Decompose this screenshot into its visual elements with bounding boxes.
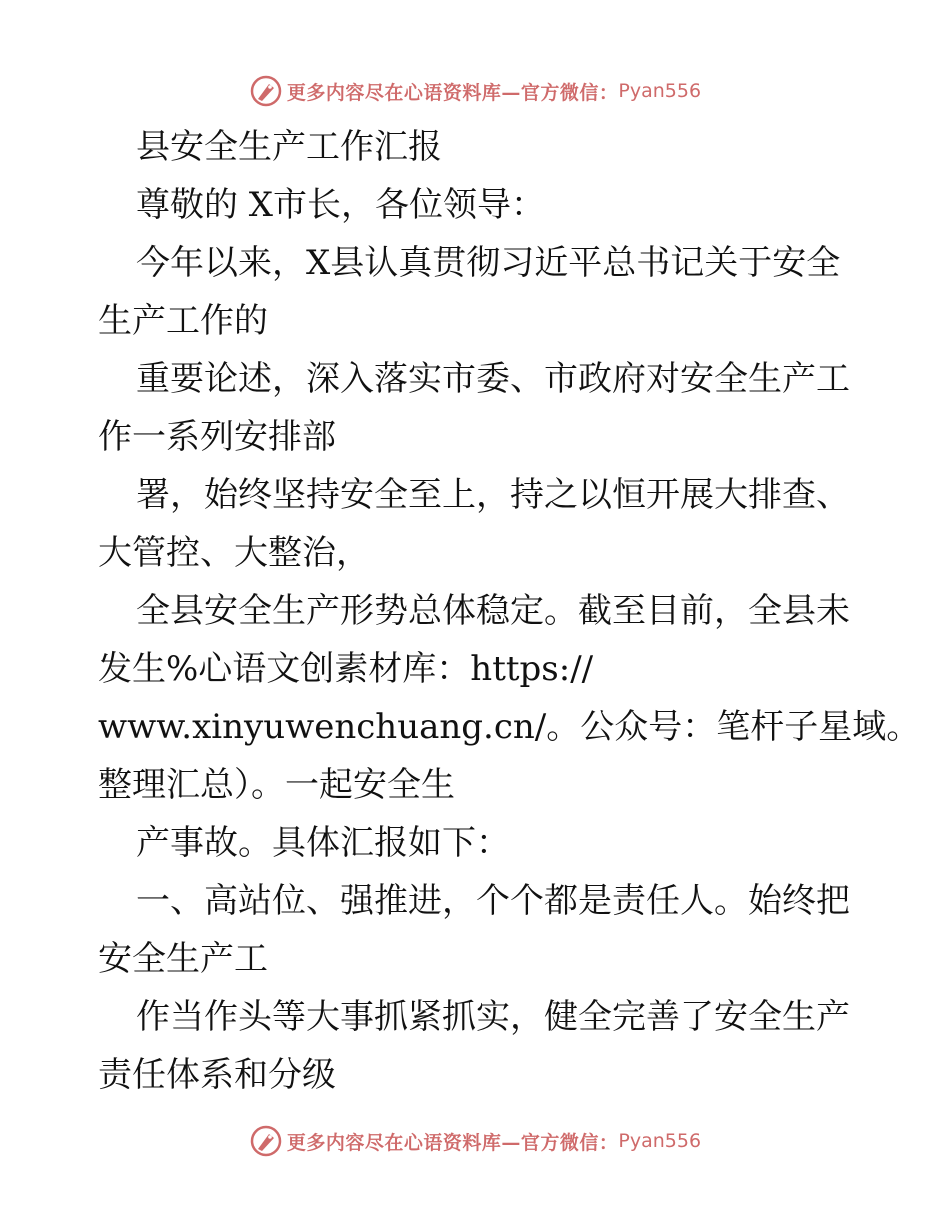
watermark-banner-bottom — [0, 1121, 950, 1161]
document-line: 安全生产工 — [98, 939, 268, 979]
document-line: 县安全生产工作汇报 — [136, 127, 442, 167]
document-line: 作当作头等大事抓紧抓实，健全完善了安全生产 — [136, 997, 850, 1037]
banner-text: 更多内容尽在心语资料库—官方微信： — [286, 1131, 619, 1154]
document-body — [98, 118, 921, 1104]
pen-nib-logo-icon — [249, 1124, 283, 1158]
document-line: 今年以来，X县认真贯彻习近平总书记关于安全 — [136, 243, 841, 283]
banner-wechat-id: Pyan556 — [618, 80, 702, 102]
document-line: 产事故。具体汇报如下： — [136, 823, 510, 863]
pen-nib-logo-icon — [249, 74, 283, 108]
document-line: 整理汇总）。一起安全生 — [98, 765, 455, 805]
document-line: 作一系列安排部 — [98, 417, 336, 457]
banner-text: 更多内容尽在心语资料库—官方微信： — [286, 81, 619, 104]
document-line: 一、高站位、强推进，个个都是责任人。始终把 — [136, 881, 850, 921]
document-line: 重要论述，深入落实市委、市政府对安全生产工 — [136, 359, 850, 399]
watermark-banner-top — [0, 71, 950, 111]
document-line: 尊敬的 X市长，各位领导： — [136, 185, 546, 225]
document-line: www.xinyuwenchuang.cn/。公众号：笔杆子星域。 — [98, 707, 921, 747]
document-line: 全县安全生产形势总体稳定。截至目前，全县未 — [136, 591, 850, 631]
banner-wechat-id: Pyan556 — [618, 1130, 702, 1152]
document-line: 生产工作的 — [98, 301, 268, 341]
document-line: 责任体系和分级 — [98, 1055, 336, 1095]
document-line: 署，始终坚持安全至上，持之以恒开展大排查、 — [136, 475, 850, 515]
document-line: 大管控、大整治， — [98, 533, 370, 573]
document-line: 发生%心语文创素材库：https:// — [98, 649, 594, 689]
